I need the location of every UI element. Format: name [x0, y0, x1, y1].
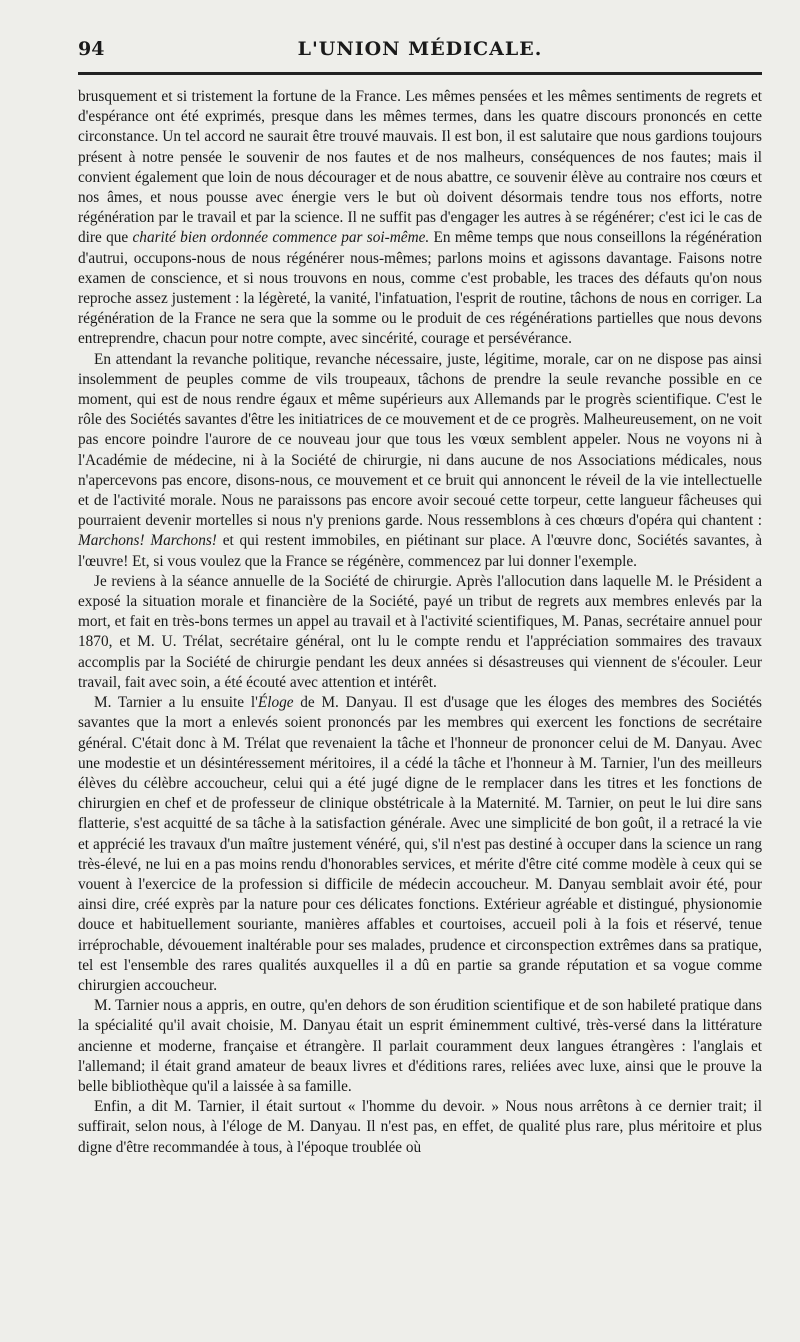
text-run: En même temps que nous conseillons la régénération d'autrui, occupons-nous de nous régénérer nous-mêmes; parlons moins et agissons davantage. Faisons notre examen de conscience, et si nous trouvons en nous, comme c'est probable, les traces des défauts qu'on nous reproche assez justement : la légèreté, la vanité, l'infatuation, l'esprit de routine, tâchons de nous en corriger. La régénération de la France ne sera que la somme ou le produit de ces régénérations partielles que nous devons entreprendre, chacun pour notre compte, avec sincérité, courage et persévérance. [78, 229, 762, 348]
paragraph [78, 572, 762, 693]
text-run: Enfin, a dit M. Tarnier, il était surtout « l'homme du devoir. » Nous nous arrêtons à ce dernier trait; il suffirait, selon nous, à l'éloge de M. Danyau. Il n'est pas, en effet, de qualité plus rare, plus méritoire et plus digne d'être recommandée à tous, à l'époque troublée où [78, 1098, 762, 1156]
text-run: et qui restent immobiles, en piétinant sur place. A l'œuvre donc, Sociétés savantes, à l'œuvre! Et, si vous voulez que la France se régénère, commencez par lui donner l'exemple. [78, 532, 762, 570]
text-run: Je reviens à la séance annuelle de la Société de chirurgie. Après l'allocution dans laquelle M. le Président a exposé la situation morale et financière de la Société, payé un tribut de regrets aux membres enlevés par la mort, et fait en très-bons termes un appel au travail et à l'activité scientifiques, M. Panas, secrétaire annuel pour 1870, et M. U. Trélat, secrétaire général, ont lu le compte rendu et l'appréciation sommaires des travaux accomplis par la Société de chirurgie pendant les deux années si désastreuses qui viennent de s'écouler. Leur travail, fait avec soin, a été écouté avec attention et intérêt. [78, 572, 762, 691]
paragraph [78, 350, 762, 572]
italic-text: Marchons! Marchons! [78, 532, 217, 550]
text-run: En attendant la revanche politique, revanche nécessaire, juste, légitime, morale, car on ne dispose pas ainsi insolemment de peuples comme de vils troupeaux, tâchons de prendre la seule revanche possible en ce moment, qui est de nous rendre égaux et même supérieurs aux Allemands par le progrès scientifique. C'est le rôle des Sociétés savantes d'être les initiatrices de ce mouvement et de ce progrès. Malheureusement, on ne voit pas encore poindre l'aurore de ce nouveau jour que tous les vœux semblent appeler. Nous ne voyons ni à l'Académie de médecine, ni à la Société de chirurgie, ni dans aucune de nos Associations médicales, nous n'apercevons pas encore, disons-nous, ce mouvement et ce bruit qui annoncent le réveil de la vie intellectuelle et de l'activité morale. Nous ne paraissons pas encore avoir secoué cette torpeur, cette langueur fâcheuses qui pourraient devenir mortelles si nous n'y prenions garde. Nous ressemblons à ces chœurs d'opéra qui chantent : [78, 350, 762, 530]
paragraph [78, 87, 762, 350]
paragraph [78, 996, 762, 1097]
text-run: de M. Danyau. Il est d'usage que les éloges des membres des Sociétés savantes que la mort a enlevés soient prononcés par les membres qui exercent les fonctions de secrétaire général. C'était donc à M. Trélat que revenaient la tâche et l'honneur de prononcer celui de M. Danyau. Avec une modestie et un désintéressement méritoires, il a cédé la tâche et l'honneur à M. Tarnier, l'un des meilleurs élèves du célèbre accoucheur, celui qui a été jugé digne de le remplacer dans les titres et les fonctions de chirurgien en chef et de professeur de clinique obstétricale à la Maternité. M. Tarnier, on peut le lui dire sans flatterie, s'est acquitté de sa tâche à la satisfaction générale. Avec une simplicité de bon goût, il a retracé la vie et apprécié les travaux d'un maître justement vénéré, qui, s'il n'est pas destiné à occuper dans la science un rang très-élevé, ne lui en a pas moins rendu d'honorables services, et mérite d'être cité comme modèle à ceux qui se vouent à l'exercice de la profession si difficile de médecin accoucheur. M. Danyau semblait avoir été, pour ainsi dire, créé exprès par la nature pour ces délicates fonctions. Extérieur agréable et distingué, physionomie douce et habituellement souriante, manières affables et courtoises, accueil poli à la fois et réservé, tenue irréprochable, dévouement inaltérable pour ses malades, prudence et circonspection extrêmes dans sa pratique, tel est l'ensemble des rares qualités auxquelles il a dû en partie sa grande réputation et sa vogue comme chirurgien accoucheur. [78, 694, 763, 994]
text-run: brusquement et si tristement la fortune de la France. Les mêmes pensées et les mêmes sentiments de regrets et d'espérance ont été exprimés, presque dans les mêmes termes, dans les quatre discours prononcés en cette circonstance. Un tel accord ne saurait être trouvé mauvais. Il est bon, il est salutaire que nous gardions toujours présent à notre pensée le souvenir de nos fautes et de nos malheurs, conséquences de nos fautes; mais il convient également que loin de nous décourager et de nous abattre, ce souvenir élève au contraire nos cœurs et nos âmes, et nous pousse avec énergie vers le but où doivent désormais tendre tous nos efforts, notre régénération par le travail et par la science. Il ne suffit pas d'engager les autres à se régénérer; c'est ici le cas de dire que [78, 88, 762, 247]
page-header [78, 32, 762, 66]
paragraph [78, 693, 762, 996]
italic-text: Éloge [257, 694, 294, 712]
paragraph [78, 1097, 762, 1158]
italic-text: charité bien ordonnée commence par soi-même. [132, 229, 430, 247]
text-run: M. Tarnier a lu ensuite l' [94, 694, 258, 712]
page-number: 94 [78, 38, 105, 60]
text-run: M. Tarnier nous a appris, en outre, qu'en dehors de son érudition scientifique et de son habileté pratique dans la spécialité qu'il avait choisie, M. Danyau était un esprit éminemment cultivé, très-versé dans la littérature ancienne et moderne, française et étrangère. Il parlait couramment deux langues étrangères : l'anglais et l'allemand; il était grand amateur de beaux livres et d'éditions rares, reliées avec luxe, ainsi que le prouve la belle bibliothèque qu'il a laissée à sa famille. [78, 997, 762, 1095]
running-title: L'UNION MÉDICALE. [297, 38, 543, 60]
header-rule [78, 72, 762, 75]
article-body [78, 87, 762, 1158]
